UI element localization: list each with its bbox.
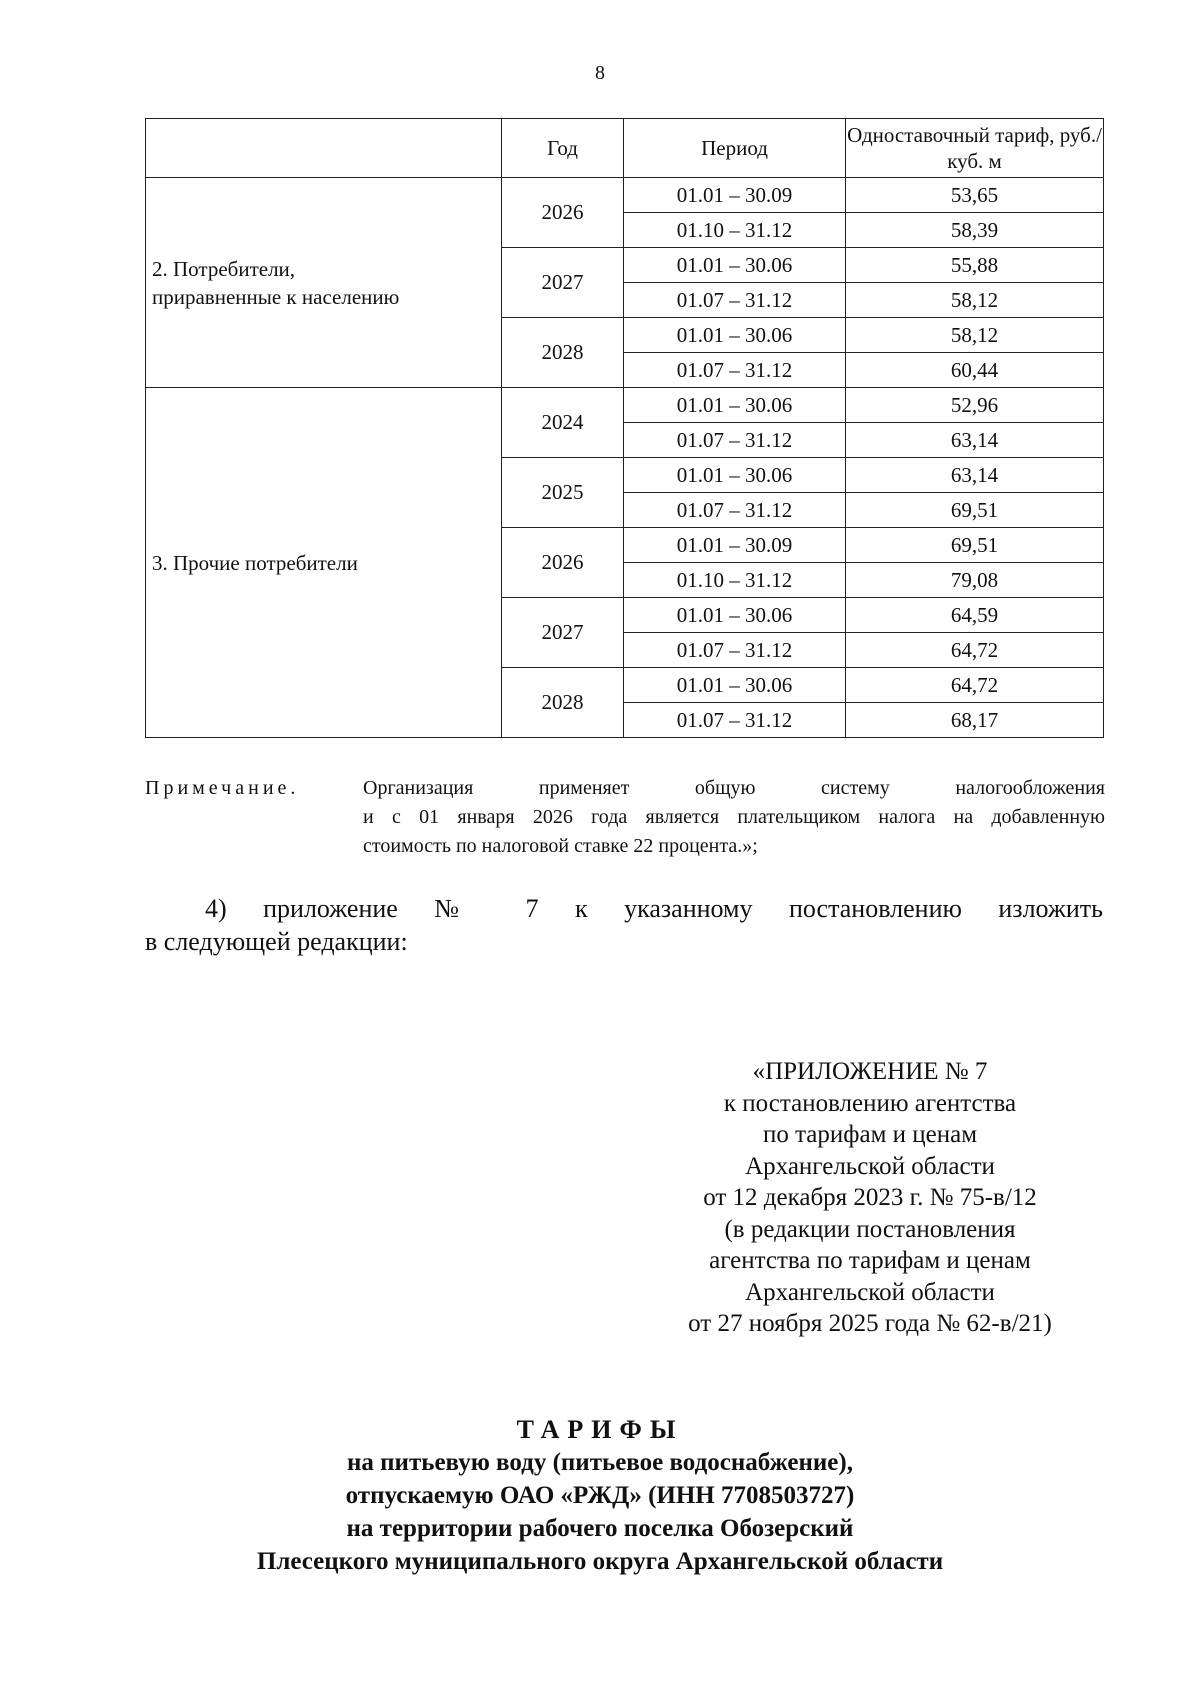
note-text xyxy=(363,774,1105,861)
period-cell: 01.01 – 30.06 xyxy=(624,248,846,283)
note-line: стоимость по налоговой ставке 22 процента.»; xyxy=(363,835,758,857)
header-year: Год xyxy=(502,119,624,178)
period-cell: 01.01 – 30.06 xyxy=(624,668,846,703)
note-line: Организация применяет общую систему налогообложения xyxy=(363,777,1105,799)
year-cell: 2024 xyxy=(502,388,624,458)
period-cell: 01.01 – 30.06 xyxy=(624,388,846,423)
tariff-cell: 69,51 xyxy=(846,493,1104,528)
tariff-cell: 63,14 xyxy=(846,458,1104,493)
title-line: отпускаемую ОАО «РЖД» (ИНН 7708503727) xyxy=(345,1482,855,1509)
item-4-line: 4) приложение № 7 к указанному постановлению изложить xyxy=(205,894,1103,923)
category-cell xyxy=(146,388,502,738)
appendix-line: Архангельской области xyxy=(745,1278,995,1306)
appendix-line: от 27 ноября 2025 года № 62-в/21) xyxy=(688,1310,1052,1337)
table-header-row xyxy=(146,119,1104,178)
table-body xyxy=(146,178,1104,738)
year-cell: 2028 xyxy=(502,668,624,738)
period-cell: 01.01 – 30.09 xyxy=(624,178,846,213)
period-cell: 01.01 – 30.06 xyxy=(624,598,846,633)
appendix-line: от 12 декабря 2023 г. № 75-в/12 xyxy=(703,1184,1037,1211)
tariff-cell: 52,96 xyxy=(846,388,1104,423)
tariff-cell: 64,72 xyxy=(846,668,1104,703)
appendix-line: (в редакции постановления xyxy=(724,1215,1016,1243)
title-line: на питьевую воду (питьевое водоснабжение), xyxy=(347,1449,853,1476)
category-cell xyxy=(146,178,502,388)
header-category xyxy=(146,119,502,178)
period-cell: 01.01 – 30.09 xyxy=(624,528,846,563)
tariff-table xyxy=(145,118,1104,738)
period-cell: 01.07 – 31.12 xyxy=(624,493,846,528)
tariff-cell: 79,08 xyxy=(846,563,1104,598)
year-cell: 2027 xyxy=(502,248,624,318)
tariff-cell: 68,17 xyxy=(846,703,1104,738)
period-cell: 01.01 – 30.06 xyxy=(624,458,846,493)
table-row xyxy=(146,178,1104,213)
category-label: 2. Потребители, xyxy=(152,256,296,281)
tariff-cell: 58,39 xyxy=(846,213,1104,248)
table-row xyxy=(146,388,1104,423)
header-period: Период xyxy=(624,119,846,178)
category-label: 3. Прочие потребители xyxy=(152,550,358,575)
appendix-line: по тарифам и ценам xyxy=(762,1121,978,1148)
header-tariff: Одноставочный тариф, руб./куб. м xyxy=(846,119,1104,178)
period-cell: 01.01 – 30.06 xyxy=(624,318,846,353)
page-number: 8 xyxy=(595,62,605,84)
category-label: приравненные к населению xyxy=(152,284,400,309)
period-cell: 01.07 – 31.12 xyxy=(624,283,846,318)
year-cell: 2028 xyxy=(502,318,624,388)
period-cell: 01.10 – 31.12 xyxy=(624,563,846,598)
tariff-cell: 69,51 xyxy=(846,528,1104,563)
period-cell: 01.07 – 31.12 xyxy=(624,353,846,388)
year-cell: 2026 xyxy=(502,178,624,248)
item-4-paragraph xyxy=(145,892,1103,958)
note-label: Примечание. xyxy=(145,777,300,799)
tariff-cell: 60,44 xyxy=(846,353,1104,388)
appendix-line: «ПРИЛОЖЕНИЕ № 7 xyxy=(752,1058,988,1085)
period-cell: 01.10 – 31.12 xyxy=(624,213,846,248)
title-line: на территории рабочего поселка Обозерский xyxy=(346,1515,854,1542)
appendix-line: агентства по тарифам и ценам xyxy=(709,1247,1031,1274)
tariff-cell: 63,14 xyxy=(846,423,1104,458)
tariff-cell: 64,72 xyxy=(846,633,1104,668)
appendix-line: Архангельской области xyxy=(745,1152,995,1180)
tariff-cell: 55,88 xyxy=(846,248,1104,283)
tariffs-title-block xyxy=(0,1413,1200,1578)
tariff-cell: 58,12 xyxy=(846,283,1104,318)
year-cell: 2027 xyxy=(502,598,624,668)
period-cell: 01.07 – 31.12 xyxy=(624,633,846,668)
period-cell: 01.07 – 31.12 xyxy=(624,703,846,738)
tariff-cell: 64,59 xyxy=(846,598,1104,633)
period-cell: 01.07 – 31.12 xyxy=(624,423,846,458)
appendix-line: к постановлению агентства xyxy=(723,1089,1017,1117)
title-line: Плесецкого муниципального округа Архангельской области xyxy=(256,1548,944,1575)
tariff-cell: 58,12 xyxy=(846,318,1104,353)
year-cell: 2025 xyxy=(502,458,624,528)
appendix-header xyxy=(640,1056,1100,1340)
note-line: и с 01 января 2026 года является плательщиком налога на добавленную xyxy=(363,806,1105,828)
document-title: ТАРИФЫ xyxy=(516,1415,684,1444)
year-cell: 2026 xyxy=(502,528,624,598)
item-4-line: в следующей редакции: xyxy=(145,927,408,956)
tariff-cell: 53,65 xyxy=(846,178,1104,213)
